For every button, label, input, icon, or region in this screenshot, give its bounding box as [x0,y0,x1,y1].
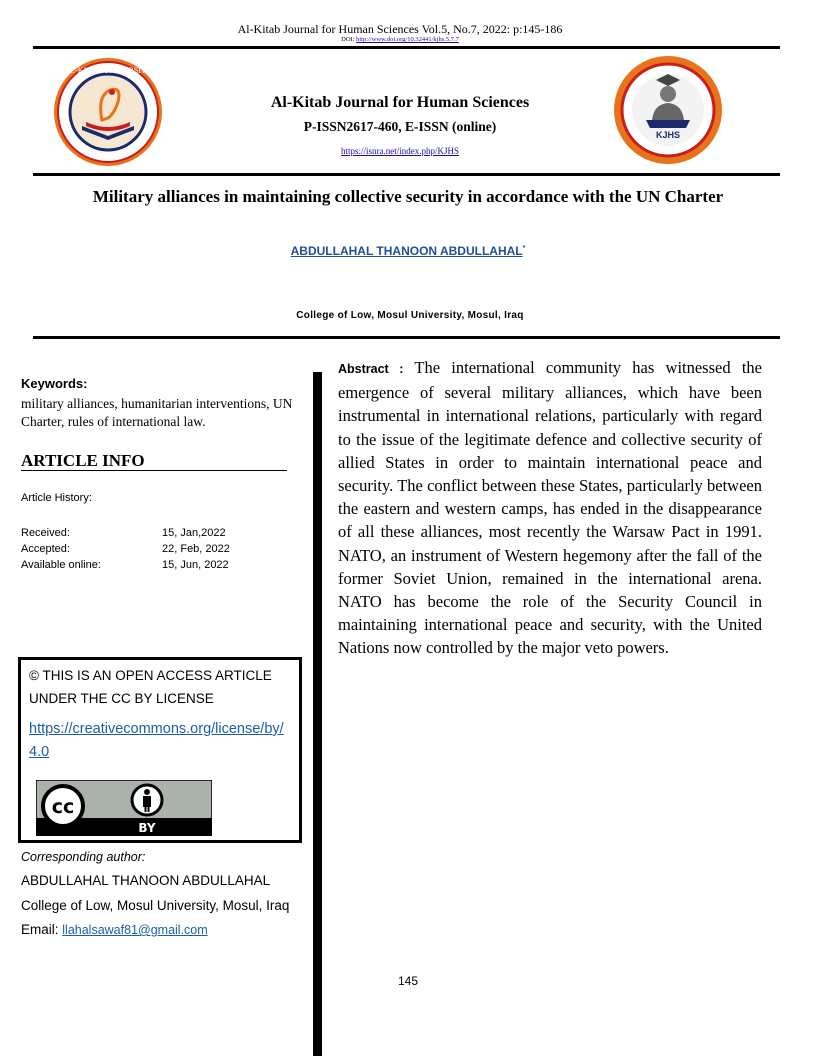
title-bottom-rule [33,336,780,339]
by-badge-text: BY [138,821,156,835]
corresponding-name: ABDULLAHAL THANOON ABDULLAHAL [21,873,271,888]
corresponding-author [21,849,296,943]
date-label: Available online: [21,559,101,571]
date-row-available [21,559,261,575]
corresponding-label: Corresponding author: [21,850,146,864]
author-affiliation: College of Low, Mosul University, Mosul, Iraq [296,310,524,321]
author-name[interactable]: ABDULLAHAL THANOON ABDULLAHAL [290,244,523,258]
author-line [0,244,816,258]
abstract-label: Abstract : [338,362,404,376]
date-label: Accepted: [21,543,70,555]
corresponding-affiliation: College of Low, Mosul University, Mosul, Iraq [21,897,290,913]
license-link[interactable]: https://creativecommons.org/license/by/4.0 [29,721,284,760]
header-bottom-rule [33,173,780,176]
abstract [338,356,762,660]
university-logo [52,56,164,168]
corresponding-email-line [21,918,296,943]
running-head: Al-Kitab Journal for Human Sciences Vol.5, No.7, 2022: p:145-186 [237,22,563,36]
article-dates [21,527,261,575]
header-top-rule [33,46,780,49]
cc-by-badge-icon [36,780,212,836]
date-value: 22, Feb, 2022 [162,543,230,555]
journal-issn: P-ISSN2617-460, E-ISSN (online) [303,119,497,134]
author-marker: * [522,245,526,252]
doi-link[interactable]: http://www.doi.org/10.32441/kjhs.5.7.7 [356,36,459,43]
license-box [18,657,302,843]
column-divider [313,372,322,1056]
logo-left-text: AL-KITAB UNIVERSITY [64,66,152,75]
cc-badge-text: cc [51,796,75,818]
date-value: 15, Jan,2022 [162,527,226,539]
date-row-received [21,527,261,543]
article-info-heading: ARTICLE INFO [21,451,145,470]
email-label: Email: [21,922,63,937]
journal-logo [612,54,724,166]
keywords-label: Keywords: [21,376,88,391]
doi-line [0,36,800,43]
article-title: Military alliances in maintaining collective security in accordance with the UN Charter [92,187,724,206]
logo-right-text: KJHS [655,130,681,140]
doi-label: DOI: [341,36,355,43]
article-history-label: Article History: [21,492,92,504]
date-label: Received: [21,527,70,539]
page-number: 145 [397,974,419,988]
journal-url[interactable]: https://isnra.net/index.php/KJHS [341,146,459,156]
date-value: 15, Jun, 2022 [162,559,229,571]
logo-left-year: 2012 [99,152,117,161]
email-link[interactable]: llahalsawaf81@gmail.com [62,923,208,937]
abstract-text: The international community has witnessed the emergence of several military alliances, which have been instrumental in international relations, particularly with regard to the issue of the legitimate defence and collective security of allied States in order to maintain international peace and security. The conflict between these States, particularly between the eastern and western camps, has ended in the disappearance of all these alliances, most recently the Warsaw Pact in 1991. NATO, an instrument of Western hegemony after the fall of the former Soviet Union, remained in the international arena. NATO has become the role of the Security Council in maintaining international peace and security, with the United Nations now controlled by the major veto powers. [338,358,762,658]
journal-title: Al-Kitab Journal for Human Sciences [270,94,530,111]
keywords-text: military alliances, humanitarian interventions, UN Charter, rules of international law. [21,396,293,429]
date-row-accepted [21,543,261,559]
license-notice: © THIS IS AN OPEN ACCESS ARTICLE UNDER THE CC BY LICENSE [29,668,272,706]
article-info-rule [21,470,287,471]
